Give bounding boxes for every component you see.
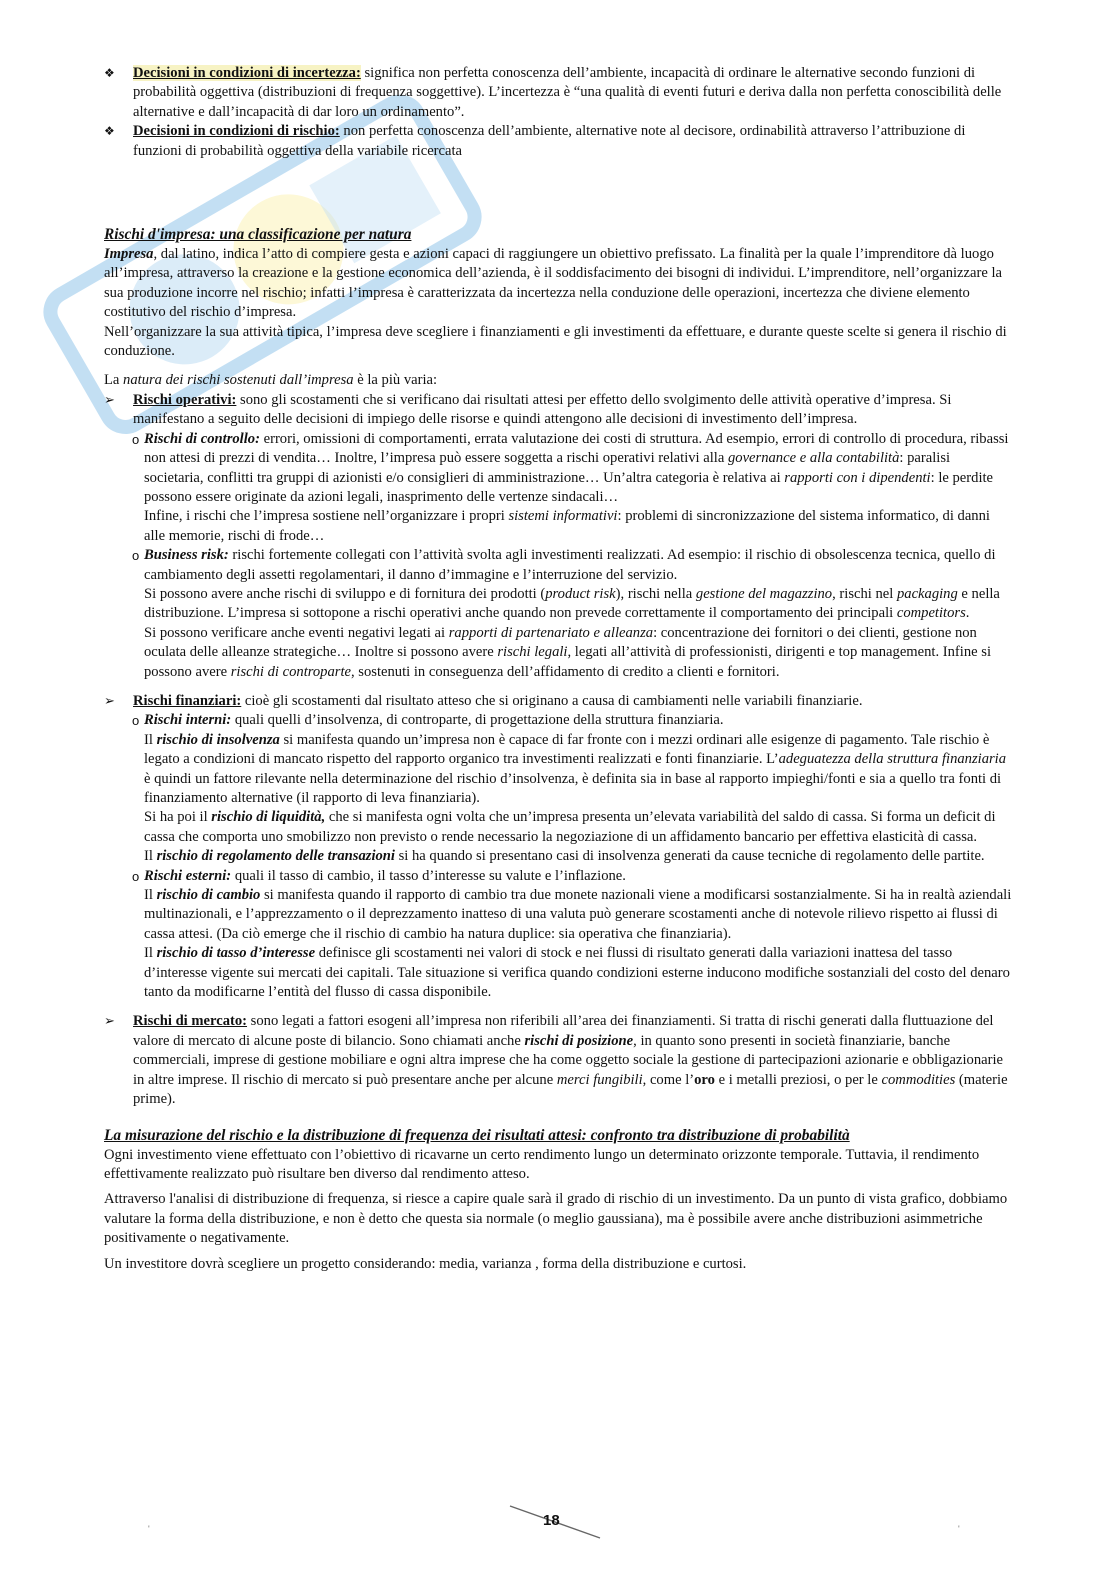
page-footer xyxy=(0,1500,1116,1550)
paragraph: Ogni investimento viene effettuato con l’obiettivo di ricavarne un certo rendimento lungo un determinato orizzonte temporale. Tuttavia, il rendimento effettivamente realizzato può risultare ben diverso dal rendimento atteso. xyxy=(104,1146,980,1182)
paragraph: Impresa, dal latino, indica l’atto di compiere gesta e azioni capaci di raggiungere un obiettivo prefissato. La finalità per la quale l’imprenditore dà luogo all’impresa, attraverso la creazione e la gestione economica dell’azienda, è il soddisfacimento dei bisogni di individui. L’imprenditore, nell’organizzare la sua produzione incorre nel rischio; infatti l’impresa è caratterizzata da incertezza nella conduzione delle operazioni, incertezza che diviene elemento costitutivo del rischio d’impresa. xyxy=(104,246,1002,321)
risk-list xyxy=(104,391,1012,1110)
section-title-rischi-impresa: Rischi d'impresa: una classificazione per natura xyxy=(104,226,412,244)
list-item-finanziari: ➢ Rischi finanziari: cioè gli scostamenti dal risultato atteso che si originano a causa di cambiamenti nelle variabili finanziarie. o Rischi interni: quali quelli d’insolvenza, di controparte, di progettazione della struttura finanziaria. Il rischio di insolvenza si manifesta quando un’impresa non è capace di far fronte con i mezzi ordinari alle esigenze di pagamento. Tale rischio è legato a condizioni di mancato rispetto del rapporto organico tra investimenti realizzati e fonti finanziarie. L’adeguatezza della struttura finanziaria è quindi un fattore rilevante nella determinazione del rischio d’insolvenza, è definita sia in base al rapporto impieghi/fonti e sia a quello tra fonti di finanziamento alternative (il rapporto di leva finanziaria). Si ha poi il rischio di liquidità, che si manifesta ogni volta che un’impresa presenta un’elevata variabilità del saldo di cassa. Si forma un deficit di cassa che comporta uno smobilizzo non previsto o rende necessario la negoziazione di un affidamento bancario per effettiva elasticità di cassa. Il rischio di regolamento delle transazioni si ha quando si presentano casi di insolvenza generati da cause tecniche di regolamento delle partite. o Rischi esterni: quali il tasso di cambio, il tasso d’interesse su valute e l’inflazione. Il rischio di cambio si manifesta quando il rapporto di cambio tra due monete nazionali viene a modificarsi sostanzialmente. Si ha in realtà aziendali multinazionali, e l’apprezzamento o il deprezzamento inatteso di una valuta può generare scostamenti anche di notevole rilievo rispetto ai flussi di cassa attesi. (Da ciò emerge che il rischio di cambio ha natura duplice: sia operativa che finanziaria). Il rischio di tasso d’interesse definisce gli scostamenti nei valori di stock e nei flussi di risultato generati dalla variazioni inattesa del tasso d’interesse vigente sui mercati dei capitali. Tale situazione si verifica quando condizioni esterne inducono modifiche sostanziali del costo del denaro tanto da modificarne l’entità del flusso di cassa disponibile. xyxy=(104,692,1012,1003)
term-rischio: Decisioni in condizioni di rischio: xyxy=(133,123,340,140)
decision-list xyxy=(104,64,1012,161)
document-page xyxy=(104,64,1012,1274)
paragraph: Nell’organizzare la sua attività tipica, l’impresa deve scegliere i finanziamenti e gli investimenti da effettuare, e durante queste scelte si genera il rischio di conduzione. xyxy=(104,323,1007,360)
term-incertezza: Decisioni in condizioni di incertezza: xyxy=(133,65,361,81)
sub-item-esterni: o Rischi esterni: quali il tasso di cambio, il tasso d’interesse su valute e l’inflazione. Il rischio di cambio si manifesta quando il rapporto di cambio tra due monete nazionali viene a modificarsi sostanzialmente. Si ha in realtà aziendali multinazionali, e l’apprezzamento o il deprezzamento inatteso di una valuta può generare scostamenti anche di notevole rilievo rispetto ai flussi di cassa attesi. (Da ciò emerge che il rischio di cambio ha natura duplice: sia operativa che finanziaria). Il rischio di tasso d’interesse definisce gli scostamenti nei valori di stock e nei flussi di risultato generati dalla variazioni inattesa del tasso d’interesse vigente sui mercati dei capitali. Tale situazione si verifica quando condizioni esterne inducono modifiche sostanziali del costo del denaro tanto da modificarne l’entità del flusso di cassa disponibile. xyxy=(133,867,1012,1003)
paragraph: Attraverso l'analisi di distribuzione di frequenza, si riesce a capire quale sarà il grado di rischio di un investimento. Da un punto di vista grafico, dobbiamo valutare la forma della distribuzione, e non è detto che questa sia normale (o meglio gaussiana), ma è possibile avere anche distribuzioni asimmetriche positivamente o negativamente. xyxy=(104,1191,1008,1247)
list-item: ❖ Decisioni in condizioni di rischio: non perfetta conoscenza dell’ambiente, alternative note al decisore, ordinabilità attraverso l’attribuzione di funzioni di probabilità oggettiva della variabile ricercata xyxy=(104,122,1012,161)
list-item: ❖ Decisioni in condizioni di incertezza: significa non perfetta conoscenza dell’ambiente, incapacità di ordinare le alternative secondo funzioni di probabilità oggettiva (distribuzioni di frequenza soggettive). L’incertezza è “una qualità di eventi futuri e deriva dalla non perfetta conoscibilità delle alternative e dall’incapacità di dar loro un ordinamento”. xyxy=(104,64,1012,122)
paragraph: La natura dei rischi sostenuti dall’impresa è la più varia: xyxy=(104,372,438,389)
list-item-mercato: ➢ Rischi di mercato: sono legati a fattori esogeni all’impresa non riferibili all’area dei finanziamenti. Si tratta di rischi generati dalla fluttuazione del valore di mercato di alcune poste di bilancio. Sono chiamati anche rischi di posizione, in quanto sono presenti in società finanziarie, banche commerciali, imprese di gestione mobiliare e ogni altra imprese che ha come oggetto sociale la gestione di partecipazioni azionarie e obbligazionarie in altre imprese. Il rischio di mercato si può presentare anche per alcune merci fungibili, come l’oro e i metalli preziosi, o per le commodities (materie prime). xyxy=(104,1012,1012,1109)
paragraph: Un investitore dovrà scegliere un progetto considerando: media, varianza , forma della distribuzione e curtosi. xyxy=(104,1255,747,1272)
sub-item-controllo: o Rischi di controllo: errori, omissioni di comportamenti, errata valutazione dei costi di struttura. Ad esempio, errori di controllo di procedura, ribassi non attesi di prezzi di vendita… Inoltre, l’impresa può essere soggetta a rischi operativi relativi alla governance e alla contabilità: paralisi societaria, conflitti tra gruppi di azionisti e/o consiglieri di amministrazione… Un’altra categoria è relativa ai rapporti con i dipendenti: le perdite possono essere originate da azioni legali, inasprimento delle vertenze sindacali… Infine, i rischi che l’impresa sostiene nell’organizzare i propri sistemi informativi: problemi di sincronizzazione del sistema informatico, di danni alle memorie, rischi di frode… xyxy=(133,430,1012,546)
footer-dot-icon: ' xyxy=(148,1524,150,1534)
page-number: 18 xyxy=(543,1512,560,1529)
footer-dot-icon: ' xyxy=(958,1524,960,1534)
sub-item-business-risk: o Business risk: rischi fortemente collegati con l’attività svolta agli investimenti realizzati. Ad esempio: il rischio di obsolescenza tecnica, quello di cambiamento degli assetti regolamentari, il danno d’immagine e l’interruzione del servizio. Si possono avere anche rischi di sviluppo e di fornitura dei prodotti (product risk), rischi nella gestione del magazzino, rischi nel packaging e nella distribuzione. L’impresa si sottopone a rischi operativi anche quando non prevede correttamente il comportamento dei principali competitors. Si possono verificare anche eventi negativi legati ai rapporti di partenariato e alleanza: concentrazione dei fornitori o dei clienti, gestione non oculata delle alleanze strategiche… Inoltre si possono avere rischi legali, legati all’attività di professionisti, dirigenti e top management. Infine si possono avere rischi di controparte, sostenuti in conseguenza dell’affidamento di credito a clienti e fornitori. xyxy=(133,546,1012,682)
list-item-operativi: ➢ Rischi operativi: sono gli scostamenti che si verificano dai risultati attesi per effetto dello svolgimento delle attività operative d’impresa. Si manifestano a seguito delle decisioni di impiego delle risorse e quindi attengono alle decisioni di investimento dell’impresa. o Rischi di controllo: errori, omissioni di comportamenti, errata valutazione dei costi di struttura. Ad esempio, errori di controllo di procedura, ribassi non attesi di prezzi di vendita… Inoltre, l’impresa può essere soggetta a rischi operativi relativi alla governance e alla contabilità: paralisi societaria, conflitti tra gruppi di azionisti e/o consiglieri di amministrazione… Un’altra categoria è relativa ai rapporti con i dipendenti: le perdite possono essere originate da azioni legali, inasprimento delle vertenze sindacali… Infine, i rischi che l’impresa sostiene nell’organizzare i propri sistemi informativi: problemi di sincronizzazione del sistema informatico, di danni alle memorie, rischi di frode… o Business risk: rischi fortemente collegati con l’attività svolta agli investimenti realizzati. Ad esempio: il rischio di obsolescenza tecnica, quello di cambiamento degli assetti regolamentari, il danno d’immagine e l’interruzione del servizio. Si possono avere anche rischi di sviluppo e di fornitura dei prodotti (product risk), rischi nella gestione del magazzino, rischi nel packaging e nella distribuzione. L’impresa si sottopone a rischi operativi anche quando non prevede correttamente il comportamento dei principali competitors. Si possono verificare anche eventi negativi legati ai rapporti di partenariato e alleanza: concentrazione dei fornitori o dei clienti, gestione non oculata delle alleanze strategiche… Inoltre si possono avere rischi legali, legati all’attività di professionisti, dirigenti e top management. Infine si possono avere rischi di controparte, sostenuti in conseguenza dell’affidamento di credito a clienti e fornitori. xyxy=(104,391,1012,682)
section-title-misurazione-rischio: La misurazione del rischio e la distribuzione di frequenza dei risultati attesi: confronto tra distribuzione di probabilità xyxy=(104,1126,850,1144)
sub-item-interni: o Rischi interni: quali quelli d’insolvenza, di controparte, di progettazione della struttura finanziaria. Il rischio di insolvenza si manifesta quando un’impresa non è capace di far fronte con i mezzi ordinari alle esigenze di pagamento. Tale rischio è legato a condizioni di mancato rispetto del rapporto organico tra investimenti realizzati e fonti finanziarie. L’adeguatezza della struttura finanziaria è quindi un fattore rilevante nella determinazione del rischio d’insolvenza, è definita sia in base al rapporto impieghi/fonti e sia a quello tra fonti di finanziamento alternative (il rapporto di leva finanziaria). Si ha poi il rischio di liquidità, che si manifesta ogni volta che un’impresa presenta un’elevata variabilità del saldo di cassa. Si forma un deficit di cassa che comporta uno smobilizzo non previsto o rende necessario la negoziazione di un affidamento bancario per effettiva elasticità di cassa. Il rischio di regolamento delle transazioni si ha quando si presentano casi di insolvenza generati da cause tecniche di regolamento delle partite. xyxy=(133,711,1012,866)
